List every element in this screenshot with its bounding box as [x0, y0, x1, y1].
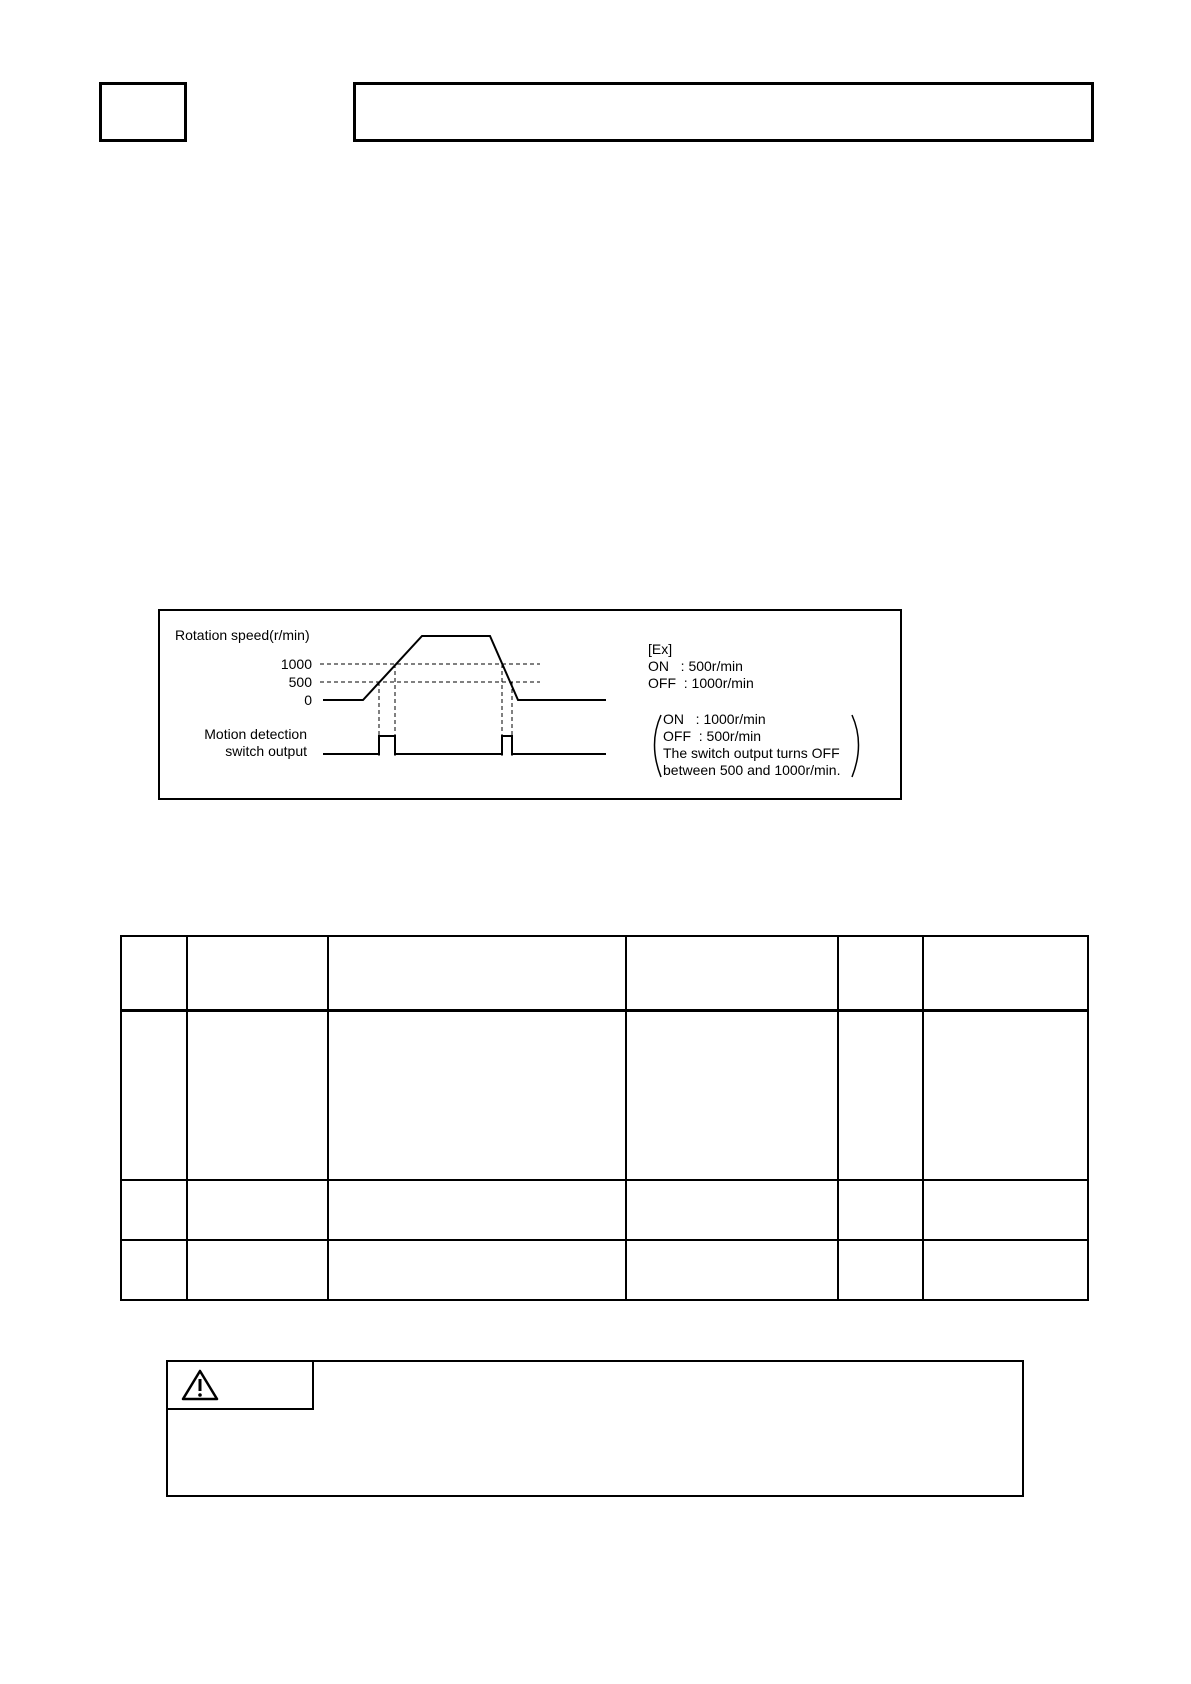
table-cell	[923, 1010, 1088, 1180]
warning-triangle-icon	[180, 1368, 220, 1402]
table-row	[121, 1010, 1088, 1180]
section-title-box	[353, 82, 1094, 142]
speed-axis-label: Rotation speed(r/min)	[175, 627, 310, 643]
table-cell	[923, 1180, 1088, 1240]
table-cell	[121, 1240, 187, 1300]
level-500-label: 500	[288, 674, 312, 690]
table-cell	[121, 1180, 187, 1240]
alt-example-on-line: ON : 1000r/min	[663, 711, 766, 727]
caution-label-box	[168, 1362, 314, 1410]
alt-example-note-line2: between 500 and 1000r/min.	[663, 762, 841, 778]
section-number-box	[99, 82, 187, 142]
header-cell	[923, 936, 1088, 1010]
header-cell	[328, 936, 626, 1010]
table-cell	[328, 1240, 626, 1300]
header-cell	[121, 936, 187, 1010]
right-parenthesis	[852, 715, 859, 777]
example-off-line: OFF : 1000r/min	[648, 675, 754, 691]
table-cell	[187, 1240, 328, 1300]
level-0-label: 0	[304, 692, 312, 708]
header-cell	[838, 936, 923, 1010]
left-parenthesis	[655, 715, 662, 777]
table-row	[121, 1180, 1088, 1240]
speed-profile-line	[323, 636, 606, 700]
header-cell	[626, 936, 838, 1010]
table-cell	[121, 1010, 187, 1180]
signal-label-line1: Motion detection	[204, 726, 307, 742]
signal-label-line2: switch output	[225, 743, 307, 759]
table-cell	[626, 1240, 838, 1300]
timing-diagram-svg	[160, 611, 900, 798]
table-cell	[838, 1010, 923, 1180]
level-1000-label: 1000	[280, 656, 312, 672]
table-row	[121, 1240, 1088, 1300]
table-cell	[187, 1010, 328, 1180]
table-cell	[838, 1240, 923, 1300]
timing-diagram	[158, 609, 902, 800]
table-cell	[923, 1240, 1088, 1300]
table-header-row	[121, 936, 1088, 1010]
alt-example-note-line1: The switch output turns OFF	[663, 745, 840, 761]
caution-box	[166, 1360, 1024, 1497]
switch-output-signal	[323, 736, 606, 754]
table-cell	[187, 1180, 328, 1240]
header-cell	[187, 936, 328, 1010]
table-cell	[626, 1010, 838, 1180]
table-cell	[328, 1010, 626, 1180]
table-cell	[328, 1180, 626, 1240]
table-cell	[626, 1180, 838, 1240]
alt-example-off-line: OFF : 500r/min	[663, 728, 762, 744]
example-on-line: ON : 500r/min	[648, 658, 743, 674]
table-cell	[838, 1180, 923, 1240]
example-header: [Ex]	[648, 641, 673, 657]
parameter-table	[120, 935, 1089, 1301]
